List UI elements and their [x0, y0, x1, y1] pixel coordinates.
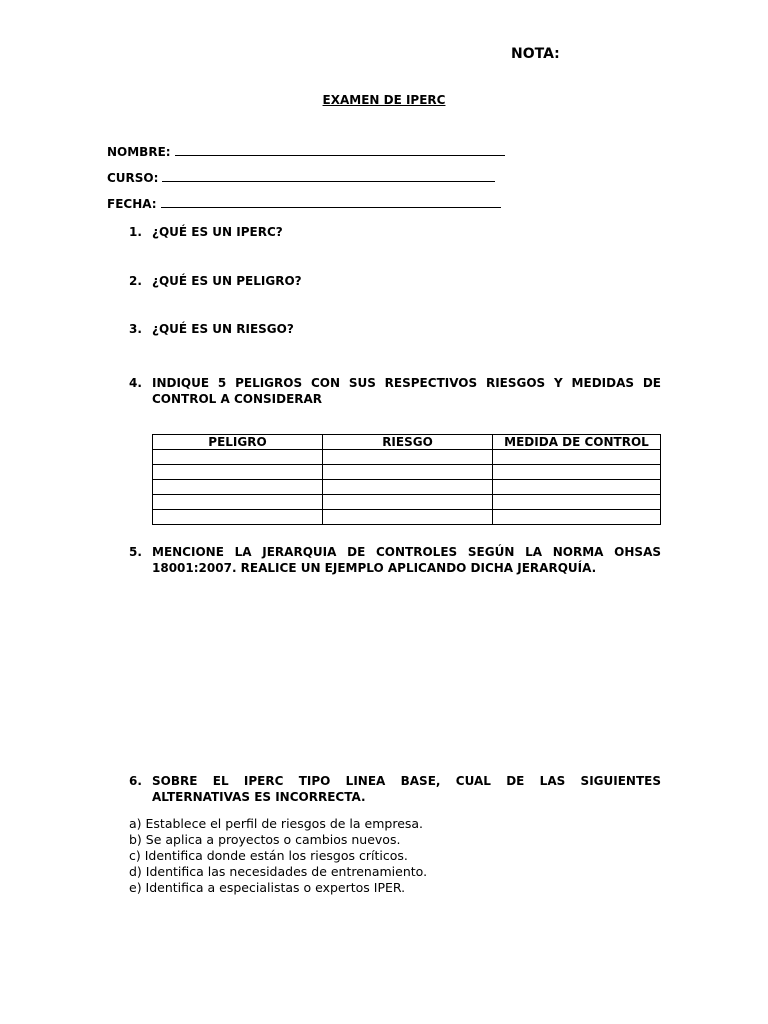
table-cell[interactable] — [493, 480, 661, 495]
table-row — [153, 495, 661, 510]
course-field[interactable] — [107, 171, 495, 185]
table-row — [153, 450, 661, 465]
column-header-peligro: PELIGRO — [153, 435, 323, 450]
table-cell[interactable] — [153, 465, 323, 480]
hazard-risk-control-table — [152, 434, 661, 525]
question-text: ¿QUÉ ES UN PELIGRO? — [152, 274, 302, 288]
table-cell[interactable] — [153, 495, 323, 510]
table-cell[interactable] — [323, 495, 493, 510]
question-number: 5. — [129, 545, 142, 559]
name-label: NOMBRE: — [107, 145, 171, 159]
date-label: FECHA: — [107, 197, 157, 211]
option-b[interactable]: b) Se aplica a proyectos o cambios nuevos. — [129, 832, 401, 847]
table-cell[interactable] — [323, 480, 493, 495]
table-row — [153, 465, 661, 480]
table-cell[interactable] — [153, 480, 323, 495]
table-cell[interactable] — [323, 465, 493, 480]
option-c[interactable]: c) Identifica donde están los riesgos críticos. — [129, 848, 408, 863]
grade-label: NOTA: — [511, 46, 560, 62]
table-cell[interactable] — [323, 450, 493, 465]
column-header-riesgo: RIESGO — [323, 435, 493, 450]
question-text: ¿QUÉ ES UN RIESGO? — [152, 322, 294, 336]
table-cell[interactable] — [153, 450, 323, 465]
question-text: MENCIONE LA JERARQUIA DE CONTROLES SEGÚN LA NORMA OHSAS 18001:2007. REALICE UN EJEMPLO APLICANDO DICHA JERARQUÍA. — [152, 545, 661, 575]
course-blank-line[interactable] — [162, 171, 495, 182]
question-5 — [129, 544, 661, 578]
question-1 — [129, 224, 661, 240]
question-4 — [129, 375, 661, 409]
name-blank-line[interactable] — [175, 145, 505, 156]
table-row — [153, 480, 661, 495]
question-number: 4. — [129, 376, 142, 390]
question-text: INDIQUE 5 PELIGROS CON SUS RESPECTIVOS RIESGOS Y MEDIDAS DE CONTROL A CONSIDERAR — [152, 376, 661, 406]
date-blank-line[interactable] — [161, 197, 501, 208]
option-e[interactable]: e) Identifica a especialistas o expertos IPER. — [129, 880, 406, 895]
table-row — [153, 510, 661, 525]
question-text: SOBRE EL IPERC TIPO LINEA BASE, CUAL DE LAS SIGUIENTES ALTERNATIVAS ES INCORRECTA. — [152, 774, 661, 804]
question-3 — [129, 321, 661, 337]
answer-options — [129, 816, 427, 896]
question-6 — [129, 773, 661, 807]
table-cell[interactable] — [323, 510, 493, 525]
table-cell[interactable] — [493, 450, 661, 465]
question-number: 2. — [129, 274, 142, 288]
name-field[interactable] — [107, 145, 505, 159]
option-a[interactable]: a) Establece el perfil de riesgos de la empresa. — [129, 816, 424, 831]
question-number: 3. — [129, 322, 142, 336]
question-number: 6. — [129, 774, 142, 788]
column-header-medida-control: MEDIDA DE CONTROL — [493, 435, 661, 450]
table-cell[interactable] — [493, 495, 661, 510]
course-label: CURSO: — [107, 171, 159, 185]
table-cell[interactable] — [493, 465, 661, 480]
question-text: ¿QUÉ ES UN IPERC? — [152, 225, 283, 239]
date-field[interactable] — [107, 197, 501, 211]
table-cell[interactable] — [493, 510, 661, 525]
option-d[interactable]: d) Identifica las necesidades de entrenamiento. — [129, 864, 428, 879]
table-cell[interactable] — [153, 510, 323, 525]
exam-title: EXAMEN DE IPERC — [322, 93, 446, 107]
question-number: 1. — [129, 225, 142, 239]
question-2 — [129, 273, 661, 289]
